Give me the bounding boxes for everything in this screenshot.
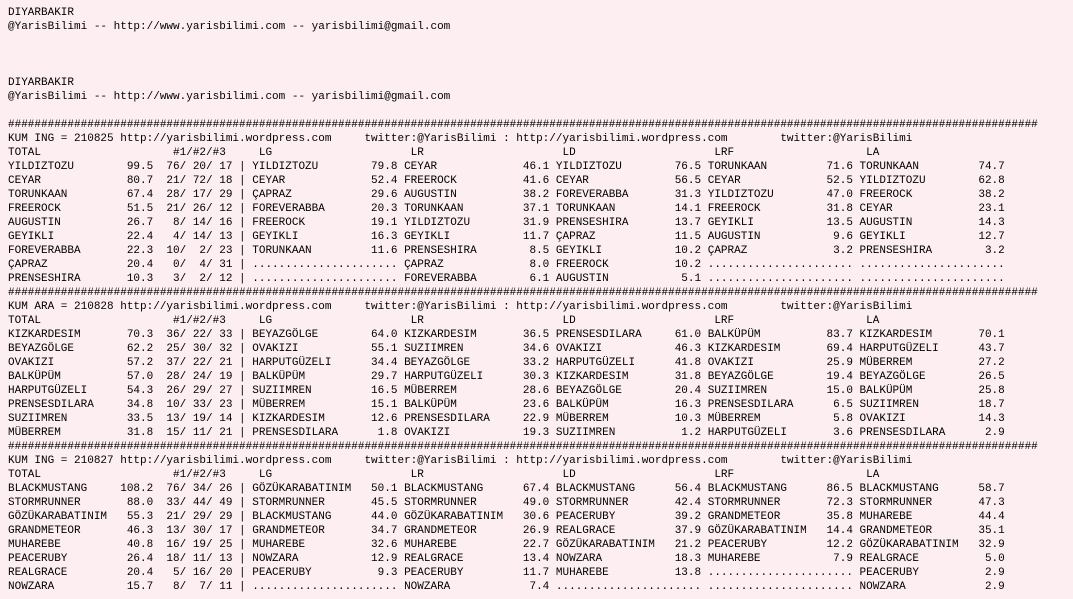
header-city-title: DIYARBAKIR (8, 7, 75, 19)
header-contact-line: @YarisBilimi -- http://www.yarisbilimi.com -- yarisbilimi@gmail.com (8, 91, 451, 103)
race-2-column-header: TOTAL #1/#2/#3 LG LR LD LRF LA (8, 315, 880, 327)
section-separator: ############################################################################################################################################################ (8, 119, 1038, 131)
race-2-row: SUZIIMREN 33.5 13/ 19/ 14 | KIZKARDESIM 12.6 PRENSESDILARA 22.9 MÜBERREM 10.3 MÜBERREM 5.8 OVAKIZI 14.3 (8, 413, 1005, 425)
race-3-row: PEACERUBY 26.4 18/ 11/ 13 | NOWZARA 12.9 REALGRACE 13.4 NOWZARA 18.3 MUHAREBE 7.9 REALGRACE 5.0 (8, 553, 1005, 565)
race-1-row: CEYAR 80.7 21/ 72/ 18 | CEYAR 52.4 FREEROCK 41.6 CEYAR 56.5 CEYAR 52.5 YILDIZTOZU 62.8 (8, 175, 1005, 187)
race-1-row: ÇAPRAZ 20.4 0/ 4/ 31 | ...................... ÇAPRAZ 8.0 FREEROCK 10.2 ...................... ...................... (8, 259, 1005, 271)
blank-line (8, 48, 1070, 62)
race-1-row: FREEROCK 51.5 21/ 26/ 12 | FOREVERABBA 20.3 TORUNKAAN 37.1 TORUNKAAN 14.1 FREEROCK 31.8 CEYAR 23.1 (8, 203, 1005, 215)
race-2-row: MÜBERREM 31.8 15/ 11/ 21 | PRENSESDILARA 1.8 OVAKIZI 19.3 SUZIIMREN 1.2 HARPUTGÜZELI 3.6 PRENSESDILARA 2.9 (8, 427, 1005, 439)
race-3-row: NOWZARA 15.7 8/ 7/ 11 | ...................... NOWZARA 7.4 ...................... ...................... NOWZARA 2.9 (8, 581, 1005, 593)
race-2-row: BALKÜPÜM 57.0 28/ 24/ 19 | BALKÜPÜM 29.7 HARPUTGÜZELI 30.3 KIZKARDESIM 31.8 BEYAZGÖLGE 19.4 BEYAZGÖLGE 26.5 (8, 371, 1005, 383)
race-3-row: MUHAREBE 40.8 16/ 19/ 25 | MUHAREBE 32.6 MUHAREBE 22.7 GÖZÜKARABATINIM 21.2 PEACERUBY 12.2 GÖZÜKARABATINIM 32.9 (8, 539, 1005, 551)
race-1-row: PRENSESHIRA 10.3 3/ 2/ 12 | ...................... FOREVERABBA 6.1 AUGUSTIN 5.1 ...................... ...................... (8, 273, 1005, 285)
race-2-row: OVAKIZI 57.2 37/ 22/ 21 | HARPUTGÜZELI 34.4 BEYAZGÖLGE 33.2 HARPUTGÜZELI 41.8 OVAKIZI 25.9 MÜBERREM 27.2 (8, 357, 1005, 369)
race-2-row: BEYAZGÖLGE 62.2 25/ 30/ 32 | OVAKIZI 55.1 SUZIIMREN 34.6 OVAKIZI 46.3 KIZKARDESIM 69.4 HARPUTGÜZELI 43.7 (8, 343, 1005, 355)
race-2-row: HARPUTGÜZELI 54.3 26/ 29/ 27 | SUZIIMREN 16.5 MÜBERREM 28.6 BEYAZGÖLGE 20.4 SUZIIMREN 15.0 BALKÜPÜM 25.8 (8, 385, 1005, 397)
race-2-row: KIZKARDESIM 70.3 36/ 22/ 33 | BEYAZGÖLGE 64.0 KIZKARDESIM 36.5 PRENSESDILARA 61.0 BALKÜPÜM 83.7 KIZKARDESIM 70.1 (8, 329, 1005, 341)
race-1-row: GEYIKLI 22.4 4/ 14/ 13 | GEYIKLI 16.3 GEYIKLI 11.7 ÇAPRAZ 11.5 AUGUSTIN 9.6 GEYIKLI 12.7 (8, 231, 1005, 243)
race-1-row: FOREVERABBA 22.3 10/ 2/ 23 | TORUNKAAN 11.6 PRENSESHIRA 8.5 GEYIKLI 10.2 ÇAPRAZ 3.2 PRENSESHIRA 3.2 (8, 245, 1005, 257)
race-1-row: YILDIZTOZU 99.5 76/ 20/ 17 | YILDIZTOZU 79.8 CEYAR 46.1 YILDIZTOZU 76.5 TORUNKAAN 71.6 TORUNKAAN 74.7 (8, 161, 1005, 173)
blank-line (8, 104, 1070, 118)
race-3-row: GRANDMETEOR 46.3 13/ 30/ 17 | GRANDMETEOR 34.7 GRANDMETEOR 26.9 REALGRACE 37.9 GÖZÜKARABATINIM 14.4 GRANDMETEOR 35.1 (8, 525, 1005, 537)
blank-line (8, 62, 1070, 76)
race-report-text (8, 6, 1070, 596)
race-1-row: TORUNKAAN 67.4 28/ 17/ 29 | ÇAPRAZ 29.6 AUGUSTIN 38.2 FOREVERABBA 31.3 YILDIZTOZU 47.0 FREEROCK 38.2 (8, 189, 1005, 201)
section-separator: ############################################################################################################################################################ (8, 287, 1038, 299)
race-3-row: STORMRUNNER 88.0 33/ 44/ 49 | STORMRUNNER 45.5 STORMRUNNER 49.0 STORMRUNNER 42.4 STORMRUNNER 72.3 STORMRUNNER 47.3 (8, 497, 1005, 509)
race-2-row: PRENSESDILARA 34.8 10/ 33/ 23 | MÜBERREM 15.1 BALKÜPÜM 23.6 BALKÜPÜM 16.3 PRENSESDILARA 6.5 SUZIIMREN 18.7 (8, 399, 1005, 411)
race-3-row: REALGRACE 20.4 5/ 16/ 20 | PEACERUBY 9.3 PEACERUBY 11.7 MUHAREBE 13.8 ...................... PEACERUBY 2.9 (8, 567, 1005, 579)
race-1-column-header: TOTAL #1/#2/#3 LG LR LD LRF LA (8, 147, 880, 159)
race-1-title: KUM ING = 210825 http://yarisbilimi.wordpress.com twitter:@YarisBilimi : http://yarisbilimi.wordpress.com twitter:@YarisBilimi (8, 133, 913, 145)
race-3-row: GÖZÜKARABATINIM 55.3 21/ 29/ 29 | BLACKMUSTANG 44.0 GÖZÜKARABATINIM 30.6 PEACERUBY 39.2 GRANDMETEOR 35.8 MUHAREBE 44.4 (8, 511, 1005, 523)
race-1-row: AUGUSTIN 26.7 8/ 14/ 16 | FREEROCK 19.1 YILDIZTOZU 31.9 PRENSESHIRA 13.7 GEYIKLI 13.5 AUGUSTIN 14.3 (8, 217, 1005, 229)
section-separator: ############################################################################################################################################################ (8, 441, 1038, 453)
race-3-column-header: TOTAL #1/#2/#3 LG LR LD LRF LA (8, 469, 880, 481)
race-2-title: KUM ARA = 210828 http://yarisbilimi.wordpress.com twitter:@YarisBilimi : http://yarisbilimi.wordpress.com twitter:@YarisBilimi (8, 301, 913, 313)
header-contact-line: @YarisBilimi -- http://www.yarisbilimi.com -- yarisbilimi@gmail.com (8, 21, 451, 33)
race-3-row: BLACKMUSTANG 108.2 76/ 34/ 26 | GÖZÜKARABATINIM 50.1 BLACKMUSTANG 67.4 BLACKMUSTANG 56.4 BLACKMUSTANG 86.5 BLACKMUSTANG 58.7 (8, 483, 1005, 495)
race-3-title: KUM ING = 210827 http://yarisbilimi.wordpress.com twitter:@YarisBilimi : http://yarisbilimi.wordpress.com twitter:@YarisBilimi (8, 455, 913, 467)
blank-line (8, 34, 1070, 48)
header-city-title: DIYARBAKIR (8, 77, 75, 89)
